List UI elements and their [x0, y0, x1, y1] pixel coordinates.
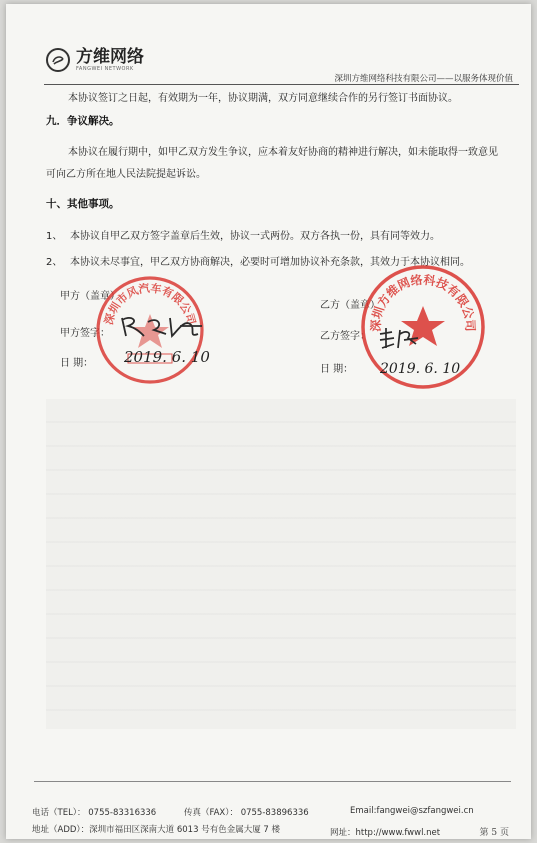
footer-phone: 电话（TEL）： 0755-83316336 [32, 808, 157, 818]
page-number: 第 5 页 [479, 828, 509, 838]
section-heading-other: 十、其他事项。 [46, 198, 120, 210]
party-a-seal-label: 甲方（盖章） [60, 291, 120, 302]
company-logo [46, 48, 144, 72]
svg-text:深圳方维网络科技有限公司: 深圳方维网络科技有限公司 [368, 272, 478, 332]
footer-divider [34, 781, 511, 782]
footer-address: 地址（ADD）：深圳市福田区深南大道 6013 号有色金属大厦 7 楼 [32, 825, 281, 835]
show-through-background [46, 399, 516, 729]
party-b-sign-label: 乙方签字： [320, 331, 370, 342]
logo-subtitle: FANGWEI NETWORK [76, 66, 134, 72]
item-1-text: 本协议自甲乙双方签字盖章后生效，协议一式两份。双方各执一份，具有同等效力。 [70, 231, 440, 242]
svg-text:深圳市风汽车有限公司: 深圳市风汽车有限公司 [102, 281, 198, 327]
logo-name: 方维网络 [76, 47, 144, 67]
header-divider [44, 84, 519, 85]
dispute-paragraph-line1: 本协议在履行期中，如甲乙双方发生争议，应本着友好协商的精神进行解决，如未能取得一致意见 [68, 147, 498, 158]
logo-mark-icon [46, 48, 70, 72]
party-b-seal-label: 乙方（盖章） [320, 300, 380, 311]
party-b-date-label: 日 期： [320, 364, 354, 375]
dispute-paragraph-line2: 可向乙方所在地人民法院提起诉讼。 [46, 169, 206, 180]
footer-fax: 传真（FAX）： 0755-83896336 [184, 808, 309, 818]
item-1-number: 1、 [46, 231, 63, 242]
party-a-date-label: 日 期： [60, 358, 94, 369]
party-a-signature-icon [118, 312, 208, 342]
term-paragraph: 本协议签订之日起，有效期为一年，协议期满，双方同意继续合作的另行签订书面协议。 [68, 93, 458, 104]
party-a-handwritten-date: 2019. 6. 10 [124, 348, 210, 366]
party-a-sign-label: 甲方签字： [60, 328, 110, 339]
header-tagline: 深圳方维网络科技有限公司——以服务体现价值 [334, 74, 513, 84]
item-2-text: 本协议未尽事宜，甲乙双方协商解决，必要时可增加协议补充条款，其效力于本协议相同。 [70, 257, 470, 268]
party-b-handwritten-date: 2019. 6. 10 [380, 361, 461, 377]
item-2-number: 2、 [46, 257, 63, 268]
footer-email: Email:fangwei@szfangwei.cn [350, 806, 474, 816]
party-b-signature-icon [376, 326, 422, 352]
section-heading-dispute: 九．争议解决。 [46, 115, 120, 127]
document-page [6, 4, 531, 839]
footer-website: 网址：http://www.fwwl.net [330, 828, 441, 838]
